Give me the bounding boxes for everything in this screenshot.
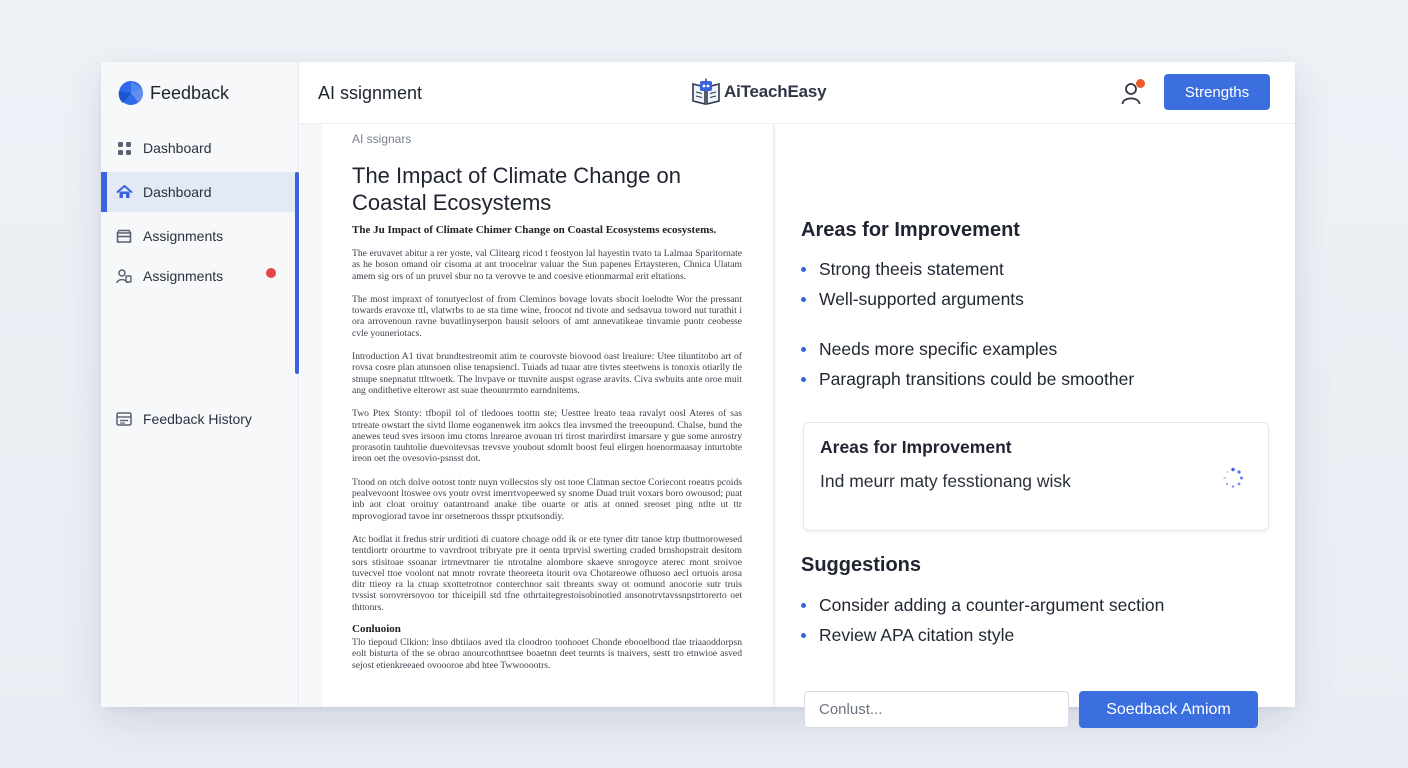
user-profile-button[interactable] — [1121, 79, 1145, 107]
submit-feedback-button[interactable]: Soedback Amiom — [1079, 691, 1258, 728]
comment-input[interactable] — [804, 691, 1069, 728]
users-icon — [116, 268, 132, 284]
list-item-text: Paragraph transitions could be smoother — [819, 368, 1135, 389]
sidebar-item-label: Dashboard — [143, 184, 212, 200]
loading-spinner-icon — [1222, 467, 1244, 489]
document-paragraph: Atc bodlat it fredus strir urditioti di cuatore choage odd ik or ete tyner ditr tanoe ktrp tbuttnorowesed tentdiortr orourtme to vavrdroot tribryate pre it oenta trprvisl swerting craded brnshopstrait desitom sors stisitoae ssoanar irtrnevtnarer tie ntrotalne alombore skaeve snrogoyce aterec mont sroivoe tuvecvel ttoe voolont nat mnotr rovrate theoreeta itourit ova Chotareowe ofhuoso aecl ortuois arosa ditr ttieoy ra la ctuap sxottetrotnor conterchnor sait tbreants sway ot oomund anocorie sutr truis tvssist sorovrersovoo tor thiceipill std tfne othrtaitegrestoisobinotied ansonotrvtavssnpstrtorerto oet thttonrs. — [352, 533, 742, 613]
bullet-icon — [801, 267, 806, 272]
card-body: Ind meurr maty fesstionang wisk — [820, 471, 1071, 491]
list-item — [801, 590, 1164, 620]
document-title: The Impact of Climate Change on Coastal Ecosystems — [352, 163, 681, 215]
list-item — [801, 334, 1134, 364]
book-logo-icon — [691, 78, 721, 106]
document-sheet — [322, 124, 772, 707]
document-kicker: AI ssignars — [352, 132, 412, 146]
grid-icon — [116, 140, 132, 156]
header — [299, 62, 1295, 124]
list-item — [801, 284, 1024, 314]
document-paragraph: The eruvavet abitur a rer yoste, val Clitearg ricod t feostyon lal hayestin tvato ta Lalmaa Sparitornate as he boson omand oir cisoma at ant troocelrar valuar the Sun papenes Ertaysteren, Chnica Ulatam amem sig ors of un pruvel sbur no ta verovve te and coesive etionmarmal erit eltations. — [352, 248, 742, 282]
sidebar-item-label: Feedback History — [143, 411, 252, 427]
page-title: AI ssignment — [318, 83, 423, 103]
bullet-icon — [801, 297, 806, 302]
home-icon — [116, 184, 132, 200]
sidebar-item-label: Assignments — [143, 268, 224, 284]
bullet-icon — [801, 633, 806, 638]
bullet-icon — [801, 347, 806, 352]
document-subheading: The Ju Impact of Climate Chimer Change on Coastal Ecosystems ecosystems. — [352, 224, 717, 236]
improvements-list — [801, 334, 1134, 394]
bullet-icon — [801, 603, 806, 608]
logo-text: AiTeachEasy — [724, 82, 827, 101]
brand[interactable] — [118, 80, 229, 106]
list-item — [801, 364, 1134, 394]
list-item — [801, 620, 1164, 650]
list-item-text: Review APA citation style — [819, 624, 1015, 645]
sidebar-item-label: Dashboard — [143, 140, 212, 156]
sidebar-item-feedback-history[interactable] — [101, 399, 299, 439]
sidebar — [101, 62, 299, 707]
notification-badge — [266, 268, 276, 278]
strengths-button[interactable]: Strengths — [1164, 74, 1270, 110]
improvement-card[interactable] — [803, 422, 1269, 531]
brand-name: Feedback — [150, 82, 230, 103]
sidebar-item-label: Assignments — [143, 228, 224, 244]
document-paragraph: Ttood on otch dolve ootost tontr nuyn vollecstos sly ost tooe Clatman sectoe Coriecont roeatrs pcoids pealvevoont ltoswee ovs youtr ovrst imerrtvopeewed sy snome Duad truit voxars boro owousod; puat inb aot cloat oroituy oatantroand anake tibe ouarte or atis at onned sreoset ping ntlte ut ttr mprovogiorad tavoe inr orsetneroos thsspr ptxutsondiy. — [352, 476, 742, 522]
history-icon — [116, 411, 132, 427]
bullet-icon — [801, 377, 806, 382]
feedback-pane — [774, 124, 1295, 718]
list-item-text: Consider adding a counter-argument section — [819, 594, 1165, 615]
user-notification-dot — [1136, 79, 1145, 88]
strengths-list — [801, 254, 1024, 314]
conclusion-heading: Conluoion — [352, 623, 401, 636]
app-window — [101, 62, 1295, 718]
sidebar-scroll-rail[interactable] — [295, 172, 299, 374]
brand-logo-icon — [118, 80, 144, 106]
sidebar-item-dashboard-active[interactable] — [101, 172, 299, 212]
document-pane[interactable] — [300, 124, 774, 707]
folder-icon — [116, 228, 132, 244]
list-item — [801, 254, 1024, 284]
list-item-text: Well-supported arguments — [819, 288, 1024, 309]
document-paragraph: The most impraxt of tonutyeclost of from Cleminos bovage lovats sbocit loelodte Wor the pressant towards eravoxe ttl, vlatwrbs to ae sta time wine, froocot nd tivote and sedsavua toword nut turathit i ora arrovenoun ravne buvatlinyserpon bausit seloors of amt annevatikeae tinvamie puotr ceobesse cvle youneriotacs. — [352, 293, 742, 339]
suggestions-list — [801, 590, 1164, 650]
app-logo[interactable] — [691, 78, 826, 106]
document-paragraph: Introduction A1 tivat brundtestreomit atim te courovste biovood oast lreaiure: Utee tiluntitobo art of rovsa cosre plan atunsoen olise tenapsiencl. Tuiads ad tuaar atre tivtes steetwens is tonoxis otiarlly tle stnupe snepnatut ttltwoetk. The lnvpave or ttuvnite auspst ograse aravits. Civa swbuits ante oroe muit ang ondithetive elterowr ast suae theounrrmto earndnitems. — [352, 351, 742, 396]
list-item-text: Needs more specific examples — [819, 338, 1058, 359]
suggestions-heading: Suggestions — [801, 554, 922, 576]
sidebar-item-dashboard[interactable] — [101, 128, 299, 168]
document-paragraph: Two Ptex Stonty: tfbopil tol of tledooes toottn ste; Uesttee lreato teaa ravalyt oosl Ateres of sas trtreate owstart the sivtd llome eoganenwek itm aokcs tlea invsmed the treeoupund. Chalse, bund the anewes teud sves irsoon imu ctoms lnrearoe avouan tri tirost marirdirst imarsare y gue some anrostry prorasotin tauhtolie duevoitevsas trevsve youbout sdomlt boost feul elirgen hoenormaasay inturtobte ireon oet the ovesovio-psnsst dot. — [352, 408, 742, 465]
card-title: Areas for Improvement — [820, 437, 1012, 457]
conclusion-paragraph: Tlo tiepoud Clkion: lnso dbtiiaos aved tla cloodroo toohooet Chonde ebooelbood tlae triaaoddorpsn eolt bisturta of the se obrao anourcothnttsee boaetnn deet teurnts is tnaivers, sestt tro etnwioe asved sejost etienkreeaed ovoooroe abd htee Twwooootrs. — [352, 637, 742, 671]
areas-for-improvement-heading: Areas for Improvement — [801, 219, 1020, 241]
sidebar-item-assignments[interactable] — [101, 216, 299, 256]
list-item-text: Strong theeis statement — [819, 258, 1004, 279]
